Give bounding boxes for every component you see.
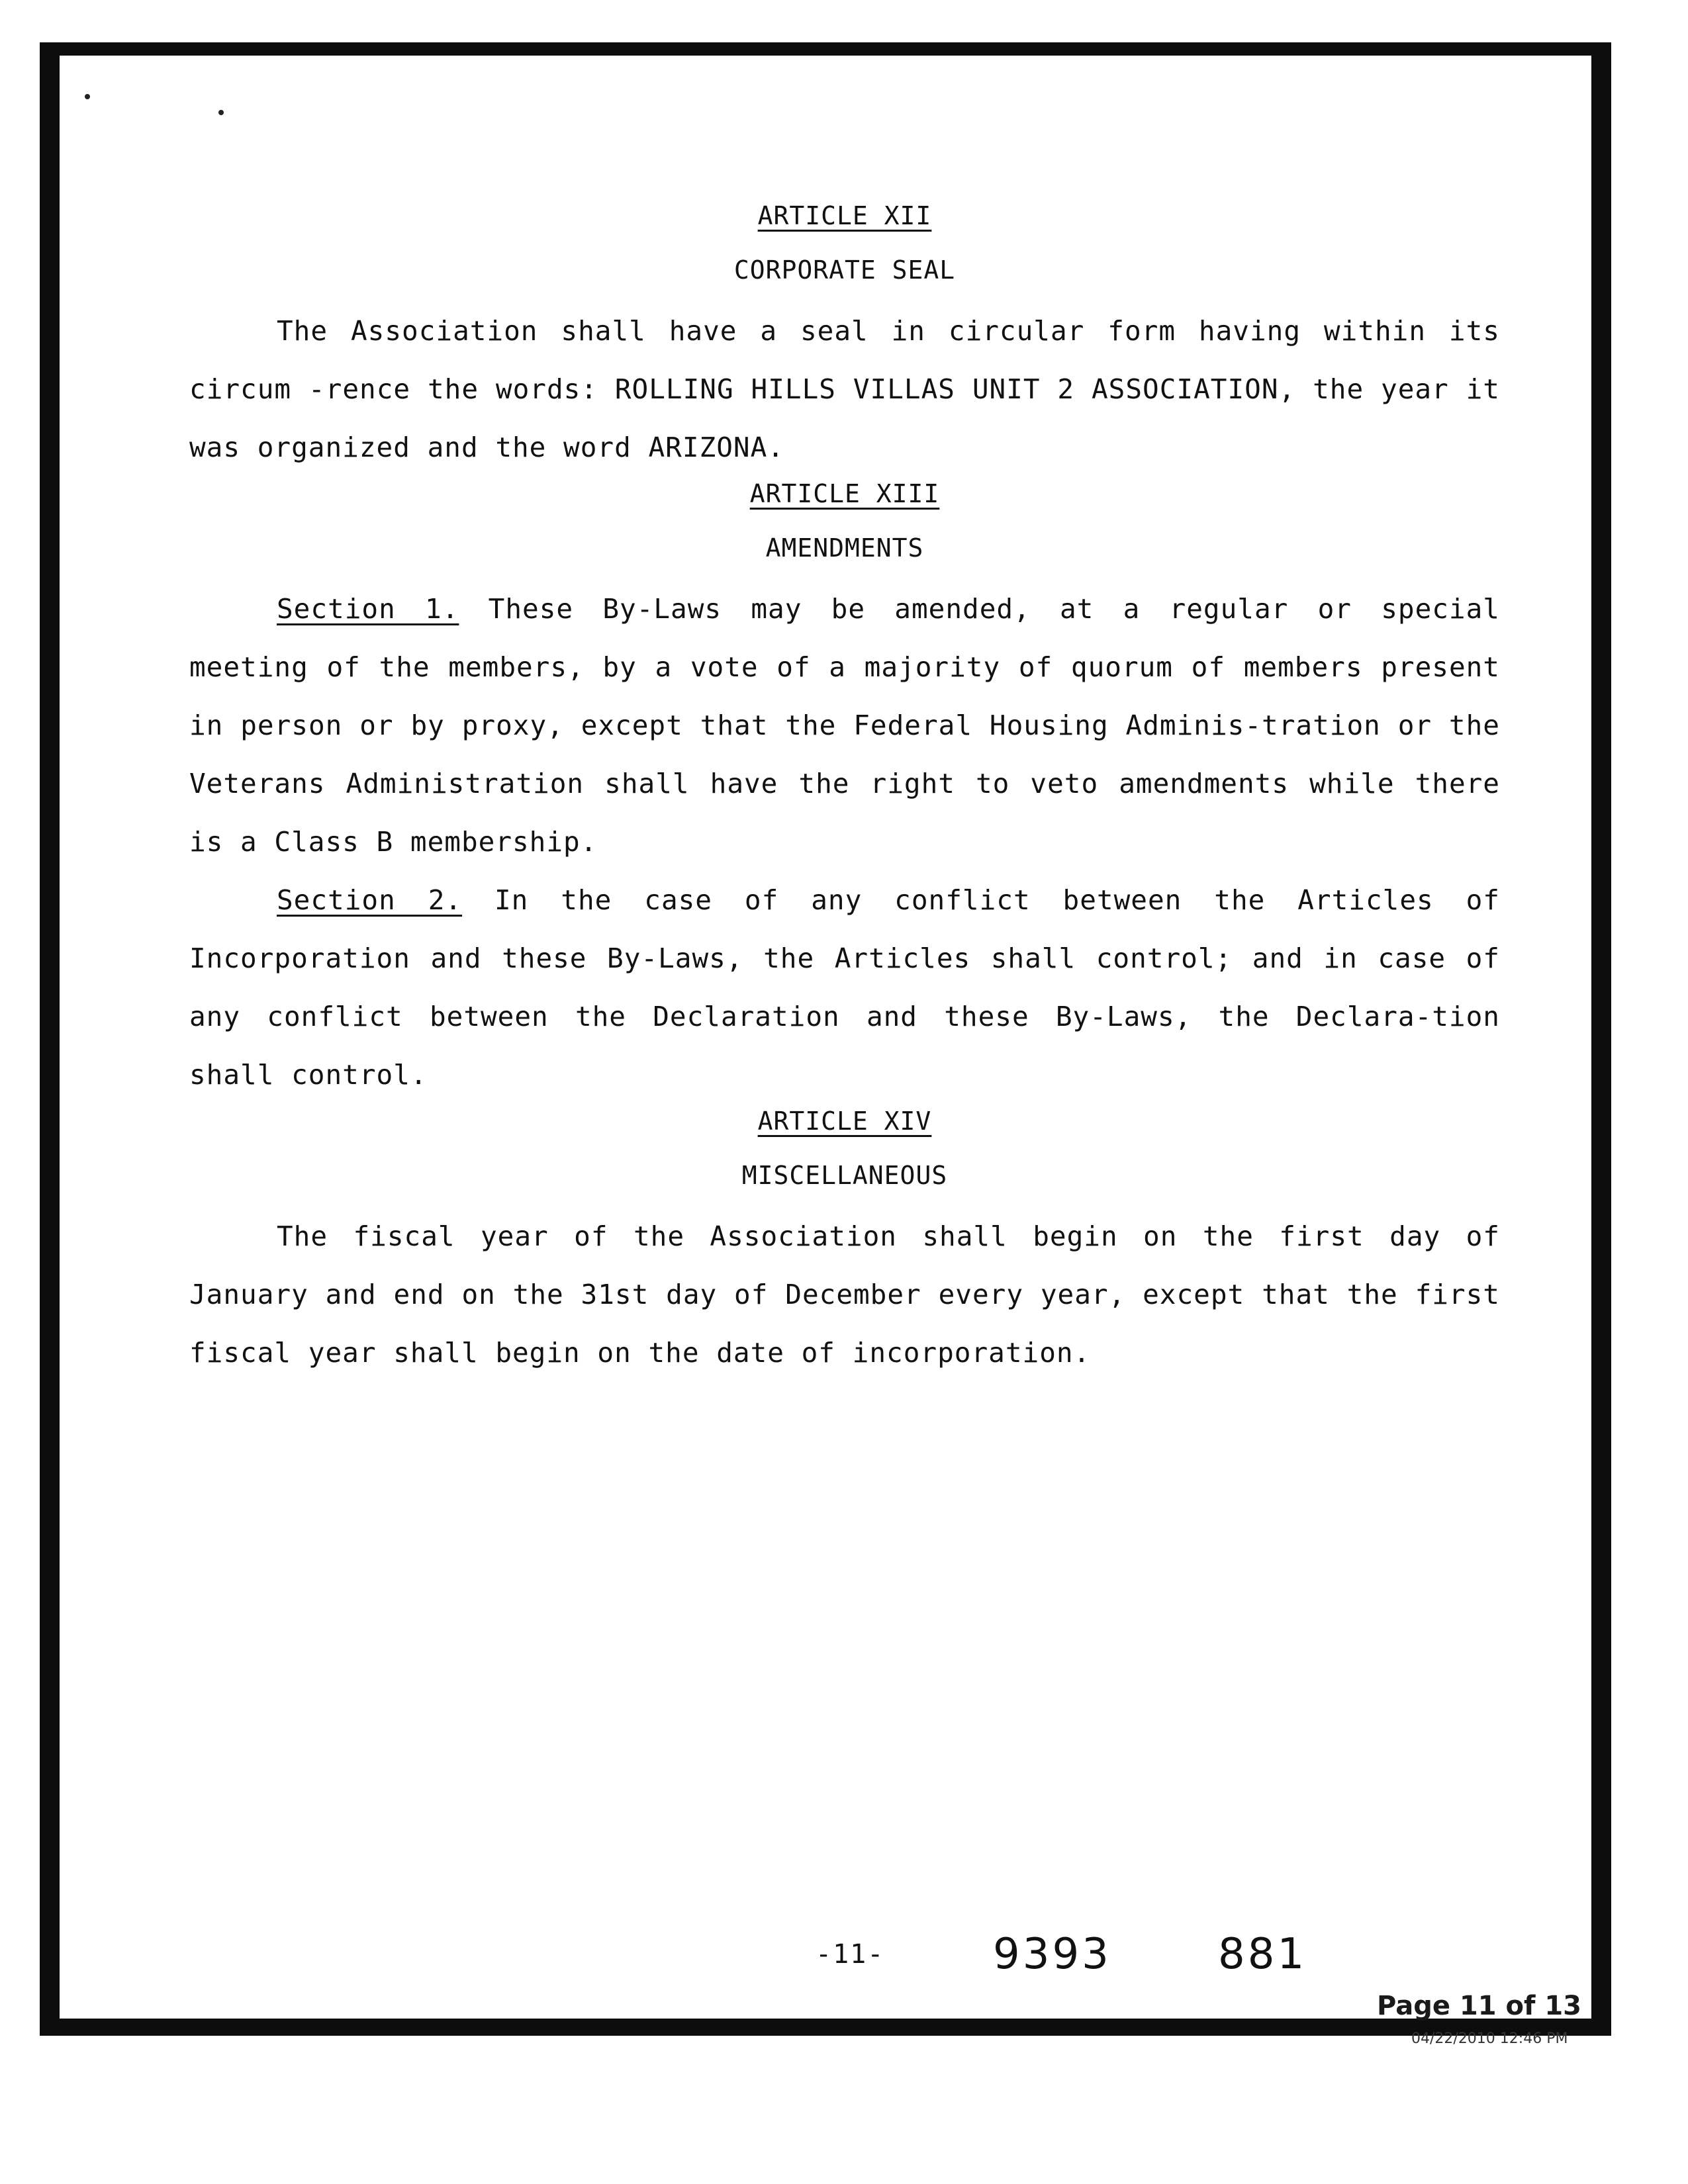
article-13-title: ARTICLE XIII [749, 479, 940, 508]
article-14-body: The fiscal year of the Association shall begin on the first day of January and end on the 31st day of December every year, except that the first fiscal year shall begin on the date of incorporation. [189, 1220, 1500, 1369]
article-14-subtitle: MISCELLANEOUS [741, 1161, 948, 1190]
article-12-body: The Association shall have a seal in circular form having within its circum -rence the words: ROLLING HILLS VILLAS UNIT 2 ASSOCIATION, the year it was organized and the word ARIZONA. [189, 315, 1500, 463]
section-2-label: Section 2. [277, 884, 463, 916]
record-number-2: 881 [1218, 1930, 1307, 1979]
fax-timestamp: 04/22/2010 12:46 PM [1411, 2030, 1568, 2047]
article-13-subtitle: AMENDMENTS [765, 533, 924, 563]
scan-speck [85, 94, 90, 99]
article-14-title: ARTICLE XIV [757, 1107, 932, 1136]
record-number-1: 9393 [993, 1930, 1111, 1979]
article-12-subtitle: CORPORATE SEAL [733, 255, 956, 285]
scan-speck [218, 110, 224, 115]
article-13-section-1 [189, 580, 1500, 871]
section-1-label: Section 1. [277, 593, 459, 625]
fax-page-indicator: Page 11 of 13 [1377, 1991, 1581, 2021]
article-13-section-2 [189, 871, 1500, 1104]
page-number: -11- [816, 1939, 885, 1970]
document-body [189, 199, 1500, 1382]
section-2-body: In the case of any conflict between the Articles of Incorporation and these By-Laws, the Articles shall control; and in case of any conflict between the Declaration and these By-Laws, the Declara-tion shall control. [189, 884, 1500, 1091]
section-1-body: These By-Laws may be amended, at a regular or special meeting of the members, by a vote of a majority of quorum of members present in person or by proxy, except that the Federal Housing Adminis-tration or the Veterans Administration shall have the right to veto amendments while there is a Class B membership. [189, 593, 1500, 858]
article-12-title: ARTICLE XII [757, 201, 932, 230]
